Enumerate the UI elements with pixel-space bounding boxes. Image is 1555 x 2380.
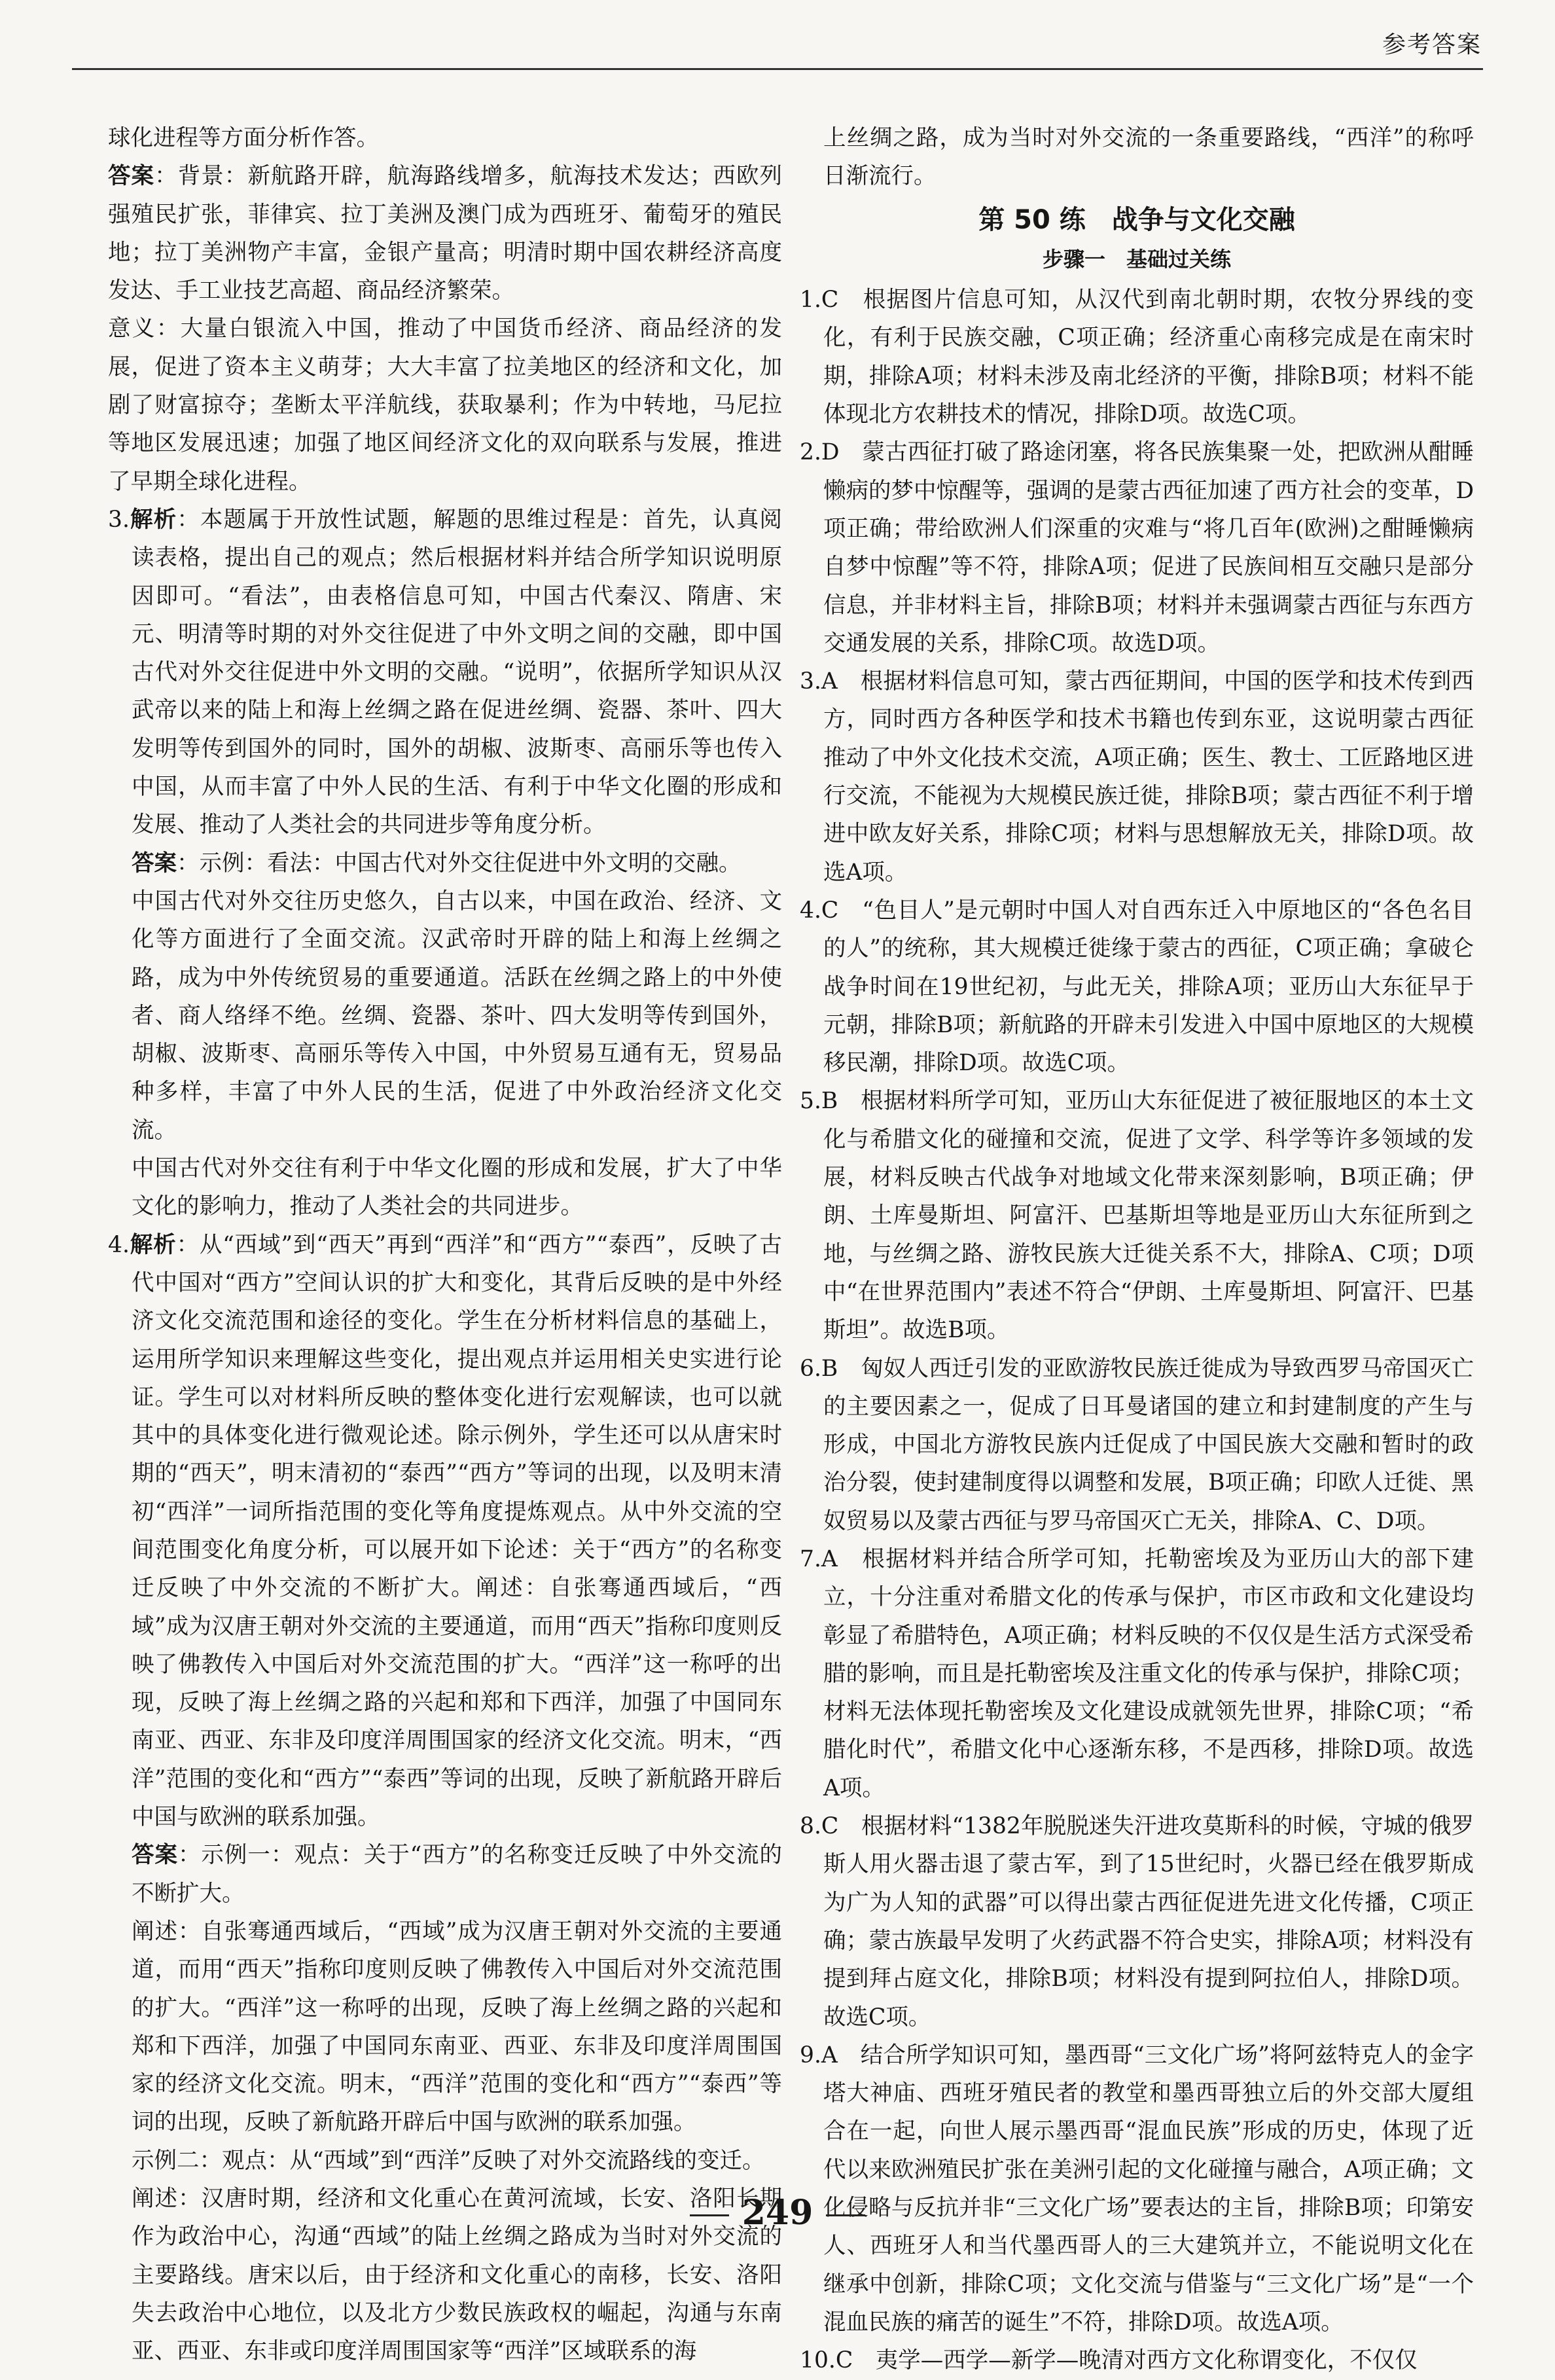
answer-item-8: 8.C 根据材料“1382年脱脱迷失汗进攻莫斯科的时候，守城的俄罗斯人用火器击退了蒙古军，到了15世纪时，火器已经在俄罗斯成为广为人知的武器”可以得出蒙古西征促进先进文化传播，C项正确；蒙古族最早发明了火药武器不符合史实，排除A项；材料没有提到拜占庭文化，排除B项；材料没有提到阿拉伯人，排除D项。故选C项。 [800, 1813, 1474, 2030]
answer-item-10: 10.C 夷学—西学—新学—晚清对西方文化称谓变化，不仅仅 [800, 2347, 1418, 2374]
paragraph: 阐述：汉唐时期，经济和文化重心在黄河流域，长安、洛阳长期作为政治中心，沟通“西域”的陆上丝绸之路成为当时对外交流的主要路线。唐宋以后，由于经济和文化重心的南移，长安、洛阳失去政治中心地位，以及北方少数民族政权的崛起，沟通与东南亚、西亚、东非或印度洋周围国家等“西洋”区域联系的海 [132, 2186, 782, 2365]
header-label: 参考答案 [1382, 31, 1482, 58]
answer-paragraph: 答案：示例：看法：中国古代对外交往促进中外文明的交融。 [132, 850, 742, 876]
question-item-3: 3.解析：本题属于开放性试题，解题的思维过程是：首先，认真阅读表格，提出自己的观点；然后根据材料并结合所学知识说明原因即可。“看法”，由表格信息可知，中国古代秦汉、隋唐、宋元、明清等时期的对外交往促进了中外文明之间的交融，即中国古代对外交往促进中外文明的交融。“说明”，依据所学知识从汉武帝以来的陆上和海上丝绸之路在促进丝绸、瓷器、茶叶、四大发明等传到国外的同时，国外的胡椒、波斯枣、高丽乐等也传入中国，从而丰富了中外人民的生活、有利于中华文化圈的形成和发展、推动了人类社会的共同进步等角度分析。 [108, 506, 783, 838]
answer-item-1: 1.C 根据图片信息可知，从汉代到南北朝时期，农牧分界线的变化，有利于民族交融，C项正确；经济重心南移完成是在南宋时期，排除A项；材料未涉及南北经济的平衡，排除B项；材料不能体现北方农耕技术的情况，排除D项。故选C项。 [800, 287, 1474, 428]
answer-paragraph: 答案：背景：新航路开辟，航海路线增多，航海技术发达；西欧列强殖民扩张，菲律宾、拉丁美洲及澳门成为西班牙、葡萄牙的殖民地；拉丁美洲物产丰富，金银产量高；明清时期中国农耕经济高度发达、手工业技艺高超、商品经济繁荣。 [108, 163, 782, 304]
paragraph: 阐述：自张骞通西域后，“西域”成为汉唐王朝对外交流的主要通道，而用“西天”指称印度则反映了佛教传入中国后对外交流范围的扩大。“西洋”这一称呼的出现，反映了海上丝绸之路的兴起和郑和下西洋，加强了中国同东南亚、西亚、东非及印度洋周围国家的经济文化交流。明末，“西洋”范围的变化和“西方”“泰西”等词的出现，反映了新航路开辟后中国与欧洲的联系加强。 [132, 1918, 782, 2136]
answer-item-7: 7.A 根据材料并结合所学可知，托勒密埃及为亚历山大的部下建立，十分注重对希腊文化的传承与保护，市区市政和文化建设均彰显了希腊特色，A项正确；材料反映的不仅仅是生活方式深受希腊的影响，而且是托勒密埃及注重文化的传承与保护，排除C项；材料无法体现托勒密埃及文化建设成就领先世界，排除C项；“希腊化时代”，希腊文化中心逐渐东移，不是西移，排除D项。故选A项。 [800, 1545, 1474, 1801]
answer-item-4: 4.C “色目人”是元朝时中国人对自西东迁入中原地区的“各色名目的人”的统称，其大规模迁徙缘于蒙古的西征，C项正确；拿破仑战争时间在19世纪初，与此无关，排除A项；亚历山大东征早于元朝，排除B项；新航路的开辟未引发进入中国中原地区的大规模移民潮，排除D项。故选C项。 [800, 897, 1474, 1077]
section-title: 第 50 练 战争与文化交融 [978, 204, 1295, 235]
right-column [800, 119, 1474, 2374]
answer-item-9: 9.A 结合所学知识可知，墨西哥“三文化广场”将阿兹特克人的金字塔大神庙、西班牙殖民者的教堂和墨西哥独立后的外交部大厦组合在一起，向世人展示墨西哥“混血民族”形成的历史，体现了近代以来欧洲殖民扩张在美洲引起的文化碰撞与融合，A项正确；文化侵略与反抗并非“三文化广场”要表达的主旨，排除B项；印第安人、西班牙人和当代墨西哥人的三大建筑并立，不能说明文化在继承中创新，排除C项；文化交流与借鉴与“三文化广场”是“一个混血民族的痛苦的诞生”不符，排除D项。故选A项。 [800, 2042, 1474, 2335]
header-rule [72, 68, 1483, 70]
dash-left [690, 2214, 729, 2216]
paragraph: 球化进程等方面分析作答。 [108, 125, 379, 151]
page-number: 249 [0, 2193, 1555, 2233]
answer-item-3: 3.A 根据材料信息可知，蒙古西征期间，中国的医学和技术传到西方，同时西方各种医学和技术书籍也传到东亚，这说明蒙古西征推动了中外文化技术交流，A项正确；医生、教士、工匠路地区进行交流，不能视为大规模民族迁徙，排除B项；蒙古西征不利于增进中欧友好关系，排除C项；材料与思想解放无关，排除D项。故选A项。 [800, 668, 1474, 886]
section-subtitle: 步骤一 基础过关练 [1042, 246, 1231, 272]
answer-paragraph: 答案：示例一：观点：关于“西方”的名称变迁反映了中外交流的不断扩大。 [132, 1842, 782, 1907]
paragraph: 示例二：观点：从“西域”到“西洋”反映了对外交流路线的变迁。 [132, 2147, 765, 2174]
question-item-4: 4.解析：从“西域”到“西天”再到“西洋”和“西方”“泰西”，反映了古代中国对“西方”空间认识的扩大和变化，其背后反映的是中外经济文化交流范围和途径的变化。学生在分析材料信息的基础上，运用所学知识来理解这些变化，提出观点并运用相关史实进行论证。学生可以对材料所反映的整体变化进行宏观解读，也可以就其中的具体变化进行微观论述。除示例外，学生还可以从唐宋时期的“西天”，明末清初的“泰西”“西方”等词的出现，以及明末清初“西洋”一词所指范围的变化等角度提炼观点。从中外交流的空间范围变化角度分析，可以展开如下论述：关于“西方”的名称变迁反映了中外交流的不断扩大。阐述：自张骞通西域后，“西域”成为汉唐王朝对外交流的主要通道，而用“西天”指称印度则反映了佛教传入中国后对外交流范围的扩大。“西洋”这一称呼的出现，反映了海上丝绸之路的兴起和郑和下西洋，加强了中国同东南亚、西亚、东非及印度洋周围国家的经济文化交流。明末，“西洋”范围的变化和“西方”“泰西”等词的出现，反映了新航路开辟后中国与欧洲的联系加强。 [108, 1231, 783, 1831]
dash-right [826, 2214, 865, 2216]
paragraph: 中国古代对外交往历史悠久，自古以来，中国在政治、经济、文化等方面进行了全面交流。汉武帝时开辟的陆上和海上丝绸之路，成为中外传统贸易的重要通道。活跃在丝绸之路上的中外使者、商人络绎不绝。丝绸、瓷器、茶叶、四大发明等传到国外，胡椒、波斯枣、高丽乐等传入中国，中外贸易互通有无，贸易品种多样，丰富了中外人民的生活，促进了中外政治经济文化交流。 [132, 888, 782, 1144]
paragraph: 上丝绸之路，成为当时对外交流的一条重要路线，“西洋”的称呼日渐流行。 [823, 125, 1474, 190]
answer-item-6: 6.B 匈奴人西迁引发的亚欧游牧民族迁徙成为导致西罗马帝国灭亡的主要因素之一，促成了日耳曼诸国的建立和封建制度的产生与形成，中国北方游牧民族内迁促成了中国民族大交融和暂时的政治分裂，使封建制度得以调整和发展，B项正确；印欧人迁徙、黑奴贸易以及蒙古西征与罗马帝国灭亡无关，排除A、C、D项。 [800, 1355, 1474, 1534]
answer-item-5: 5.B 根据材料所学可知，亚历山大东征促进了被征服地区的本土文化与希腊文化的碰撞和交流，促进了文学、科学等许多领域的发展，材料反映古代战争对地域文化带来深刻影响，B项正确；伊朗、土库曼斯坦、阿富汗、巴基斯坦等地是亚历山大东征所到之地，与丝绸之路、游牧民族大迁徙关系不大，排除A、C项；D项中“在世界范围内”表述不符合“伊朗、土库曼斯坦、阿富汗、巴基斯坦”。故选B项。 [800, 1088, 1474, 1344]
paragraph: 中国古代对外交往有利于中华文化圈的形成和发展，扩大了中华文化的影响力，推动了人类社会的共同进步。 [132, 1155, 782, 1220]
paragraph: 意义：大量白银流入中国，推动了中国货币经济、商品经济的发展，促进了资本主义萌芽；大大丰富了拉美地区的经济和文化，加剧了财富掠夺；垄断太平洋航线，获取暴利；作为中转地，马尼拉等地区发展迅速；加强了地区间经济文化的双向联系与发展，推进了早期全球化进程。 [108, 316, 782, 495]
answer-item-2: 2.D 蒙古西征打破了路途闭塞，将各民族集聚一处，把欧洲从酣睡懒病的梦中惊醒等，强调的是蒙古西征加速了西方社会的变革，D项正确；带给欧洲人们深重的灾难与“将几百年(欧洲)之酣睡懒病自梦中惊醒”等不符，排除A项；促进了民族间相互交融只是部分信息，并非材料主旨，排除B项；材料并未强调蒙古西征与东西方交通发展的关系，排除C项。故选D项。 [800, 439, 1474, 657]
